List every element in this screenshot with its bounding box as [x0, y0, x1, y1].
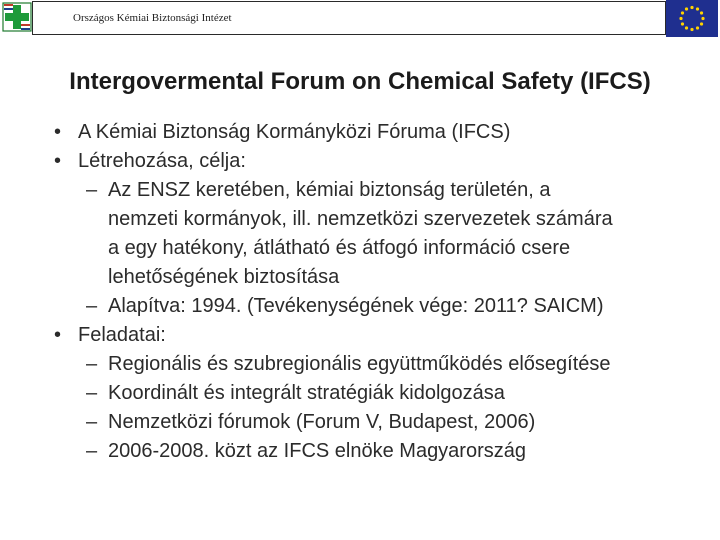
sub-bullet-text: nemzeti kormányok, ill. nemzetközi szervezetek számára: [108, 208, 613, 230]
sub-bullet-text: Koordinált és integrált stratégiák kidolgozása: [108, 382, 505, 404]
bullet-text: Feladatai:: [78, 324, 166, 346]
header-bar: [32, 1, 666, 35]
eu-star-icon: [679, 17, 682, 20]
eu-star-icon: [685, 26, 688, 29]
okbi-logo-icon: [2, 1, 32, 33]
sub-bullet-dash: –: [86, 382, 98, 404]
sub-bullet-text: Alapítva: 1994. (Tevékenységének vége: 2011? SAICM): [108, 295, 604, 317]
bullet-text: A Kémiai Biztonság Kormányközi Fóruma (IFCS): [78, 121, 511, 143]
sub-bullet-text: 2006-2008. közt az IFCS elnöke Magyarország: [108, 440, 526, 462]
sub-bullet-text: a egy hatékony, átlátható és átfogó információ csere: [108, 237, 571, 259]
eu-flag-icon: [666, 0, 718, 37]
bullet-marker: •: [54, 121, 62, 143]
bullet-marker: •: [54, 324, 62, 346]
eu-star-icon: [700, 22, 703, 25]
sub-bullet-text: Az ENSZ keretében, kémiai biztonság területén, a: [108, 179, 551, 201]
eu-star-icon: [700, 11, 703, 14]
sub-bullet-text: Nemzetközi fórumok (Forum V, Budapest, 2006): [108, 411, 536, 433]
eu-star-icon: [701, 17, 704, 20]
sub-bullet-dash: –: [86, 353, 98, 375]
eu-star-icon: [681, 22, 684, 25]
sub-bullet-dash: –: [86, 295, 98, 317]
eu-star-icon: [696, 26, 699, 29]
sub-bullet-dash: –: [86, 440, 98, 462]
sub-bullet-dash: –: [86, 411, 98, 433]
sub-bullet-dash: –: [86, 179, 98, 201]
slide-title: Intergovermental Forum on Chemical Safety (IFCS): [69, 68, 651, 95]
eu-star-icon: [696, 7, 699, 10]
bullet-marker: •: [54, 150, 62, 172]
sub-bullet-text: lehetőségének biztosítása: [108, 266, 340, 288]
eu-star-icon: [681, 11, 684, 14]
eu-star-icon: [690, 6, 693, 9]
slide-header: [0, 0, 720, 38]
eu-star-icon: [685, 7, 688, 10]
institute-name: Országos Kémiai Biztonsági Intézet: [73, 12, 232, 24]
eu-star-icon: [690, 28, 693, 31]
bullet-text: Létrehozása, célja:: [78, 150, 246, 172]
sub-bullet-text: Regionális és szubregionális együttműködés elősegítése: [108, 353, 611, 375]
